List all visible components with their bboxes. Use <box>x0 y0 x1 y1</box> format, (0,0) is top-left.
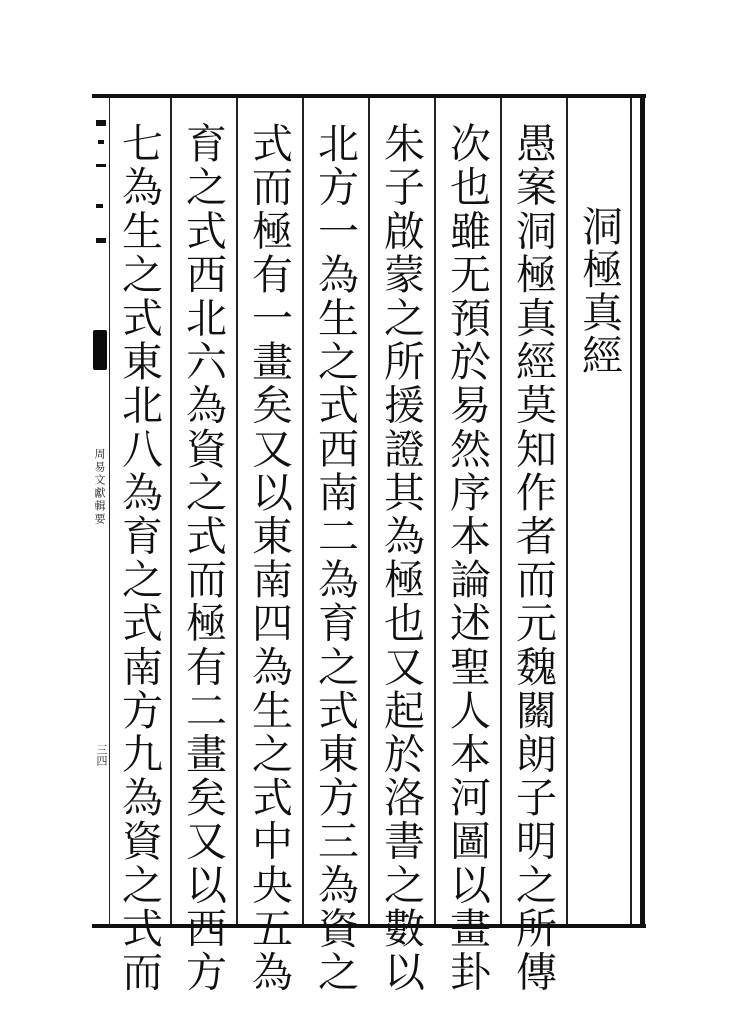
text-column: 愚案洞極真經莫知作者而元魏關朗子明之所傳 <box>509 122 557 994</box>
black-mouth-block <box>93 330 107 370</box>
text-column: 育之式西北六為資之式而極有二畫矣又以西方 <box>179 122 227 994</box>
text-column: 洞極真經 <box>575 205 623 377</box>
column-rule <box>236 98 238 924</box>
column-rule <box>368 98 370 924</box>
column-rule <box>566 98 568 924</box>
column-rule <box>500 98 502 924</box>
frame-right-border <box>640 94 645 928</box>
column-rule <box>434 98 436 924</box>
margin-page-number: 三四 <box>95 744 108 766</box>
text-column: 北方一為生之式西南二為育之式東方三為資之 <box>311 122 359 994</box>
margin-book-title: 周易文獻輯要 <box>93 448 106 526</box>
column-rule <box>170 98 172 924</box>
frame-right-inner-border <box>630 98 632 924</box>
text-column: 七為生之式東北八為育之式南方九為資之式而 <box>115 122 163 994</box>
column-rule <box>302 98 304 924</box>
text-column: 次也雖无預於易然序本論述聖人本河圖以畫卦 <box>443 122 491 994</box>
text-column: 朱子啟蒙之所援證其為極也又起於洛書之數以 <box>377 122 425 994</box>
text-column: 式而極有一畫矣又以東南四為生之式中央五為 <box>245 122 293 994</box>
fish-tail-ornament-icon <box>96 120 106 250</box>
